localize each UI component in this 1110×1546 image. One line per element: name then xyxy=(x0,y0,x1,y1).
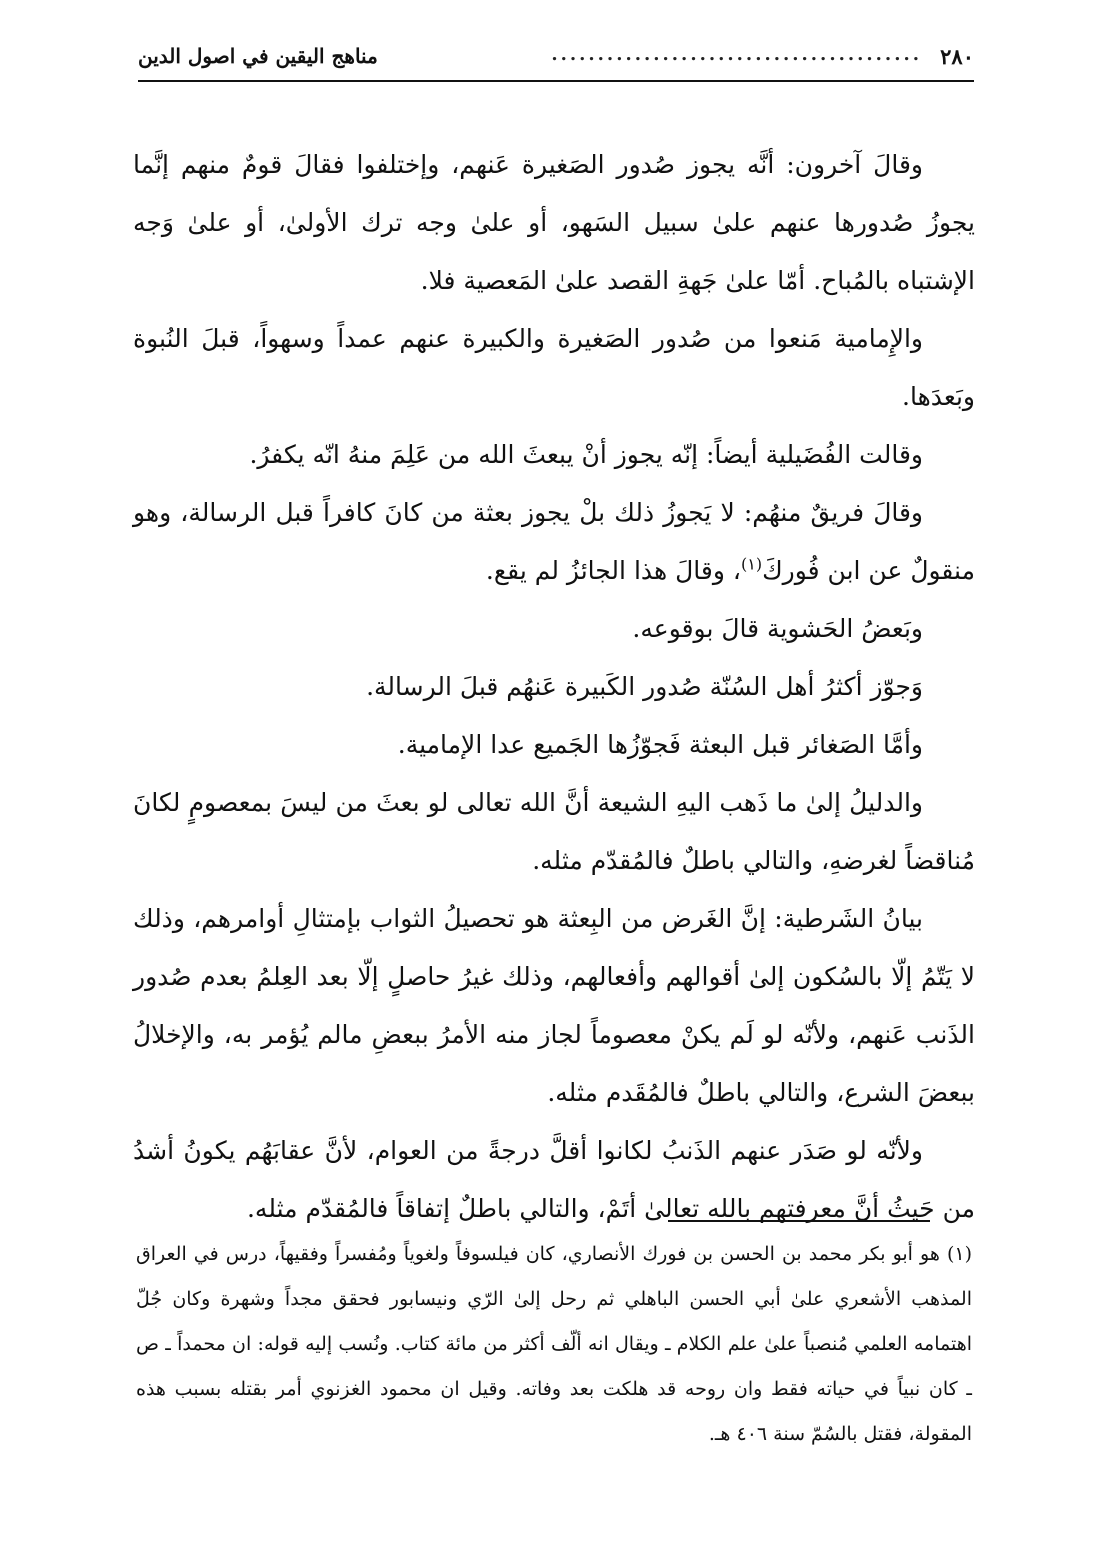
paragraph: بيانُ الشَرطية: إنَّ الغَرض من البِعثة هو تحصيلُ الثواب بإمتثالِ أوامرهم، وذلك لا يَتّمُ إلّا بالسُكون إلىٰ أقوالهم وأفعالهم، وذلك غيرُ حاصلٍ إلّا بعد العِلمُ بعدم صُدور الذَنب عَنهم، ولأنّه لو لَم يكنْ معصوماً لجاز منه الأمرُ ببعضِ مالم يُؤمر به، والإخلالُ ببعضَ الشرع، والتالي باطلٌ فالمُقَدم مثله. xyxy=(133,904,975,1107)
paragraph-text: وقالَ فريقٌ منهُم: لا يَجوزُ ذلك بلْ يجوز بعثة من كانَ كافراً قبل الرسالة، وهو منقولٌ عن ابن فُوركَ xyxy=(133,498,975,585)
paragraph: والإِمامية مَنعوا من صُدور الصَغيرة والكبيرة عنهم عمداً وسهواً، قبلَ النُبوة وبَعدَها. xyxy=(133,324,975,411)
header-rule xyxy=(138,80,974,82)
page-number: ٢٨٠ xyxy=(940,44,974,69)
book-title: مناهج اليقين في اصول الدين xyxy=(138,44,378,68)
paragraph: وأمَّا الصَغائر قبل البعثة فَجوّزُها الجَميع عدا الإمامية. xyxy=(397,730,923,759)
running-header xyxy=(138,40,974,84)
paragraph: وبَعضُ الحَشوية قالَ بوقوعه. xyxy=(632,614,923,643)
paragraph xyxy=(133,484,975,600)
footnote-reference[interactable]: (١) xyxy=(740,554,763,574)
paragraph: وَجوّز أكثرُ أهل السُنّة صُدور الكَبيرة عَنهُم قبلَ الرسالة. xyxy=(366,672,923,701)
paragraph: ولأنّه لو صَدَر عنهم الذَنبُ لكانوا أقلَّ درجةً من العوام، لأنَّ عقابَهُم يكونُ أشدُ من حَيثُ أنَّ معرفتهم بالله تعالىٰ أتَمْ، والتالي باطلٌ إتفاقاً فالمُقدّم مثله. xyxy=(133,1136,975,1223)
main-text xyxy=(133,136,975,1238)
footnote: (١) هو أبو بكر محمد بن الحسن بن فورك الأنصاري، كان فيلسوفاً ولغوياً ومُفسراً وفقيهاً، درس في العراق المذهب الأشعري علىٰ أبي الحسن الباهلي ثم رحل إلىٰ الرّي ونيسابور فحقق مجداً وشهرة وكان جُلّ اهتمامه العلمي مُنصباً علىٰ علم الكلام ـ ويقال انه ألّف أكثر من مائة كتاب. ونُسب إليه قوله: ان محمداً ـ ص ـ كان نبياً في حياته فقط وان روحه قد هلكت بعد وفاته. وقيل ان محمود الغزنوي أمر بقتله بسبب هذه المقولة، فقتل بالسُمّ سنة ٤٠٦ هـ. xyxy=(136,1243,972,1445)
paragraph: والدليلُ إلىٰ ما ذَهب اليهِ الشيعة أنَّ الله تعالى لو بعثَ من ليسَ بمعصومٍ لكانَ مُناقضاً لغرضهِ، والتالي باطلٌ فالمُقدّم مثله. xyxy=(133,788,975,875)
paragraph: وقالت الفُضَيلية أيضاً: إنّه يجوز أنْ يبعثَ الله من عَلِمَ منهُ انّه يكفرُ. xyxy=(249,440,923,469)
header-leader-dots: ........................................ xyxy=(551,44,922,65)
paragraph-text: ، وقالَ هذا الجائزُ لم يقع. xyxy=(485,556,741,585)
footnote-separator xyxy=(668,1220,930,1222)
paragraph: وقالَ آخرون: أنَّه يجوز صُدور الصَغيرة عَنهم، وإختلفوا فقالَ قومٌ منهم إنَّما يجوزُ صُدورها عنهم علىٰ سبيل السَهو، أو علىٰ وجه ترك الأولىٰ، أو علىٰ وَجه الإشتباه بالمُباح. أمّا علىٰ جَهةِ القصد علىٰ المَعصية فلا. xyxy=(133,150,975,295)
